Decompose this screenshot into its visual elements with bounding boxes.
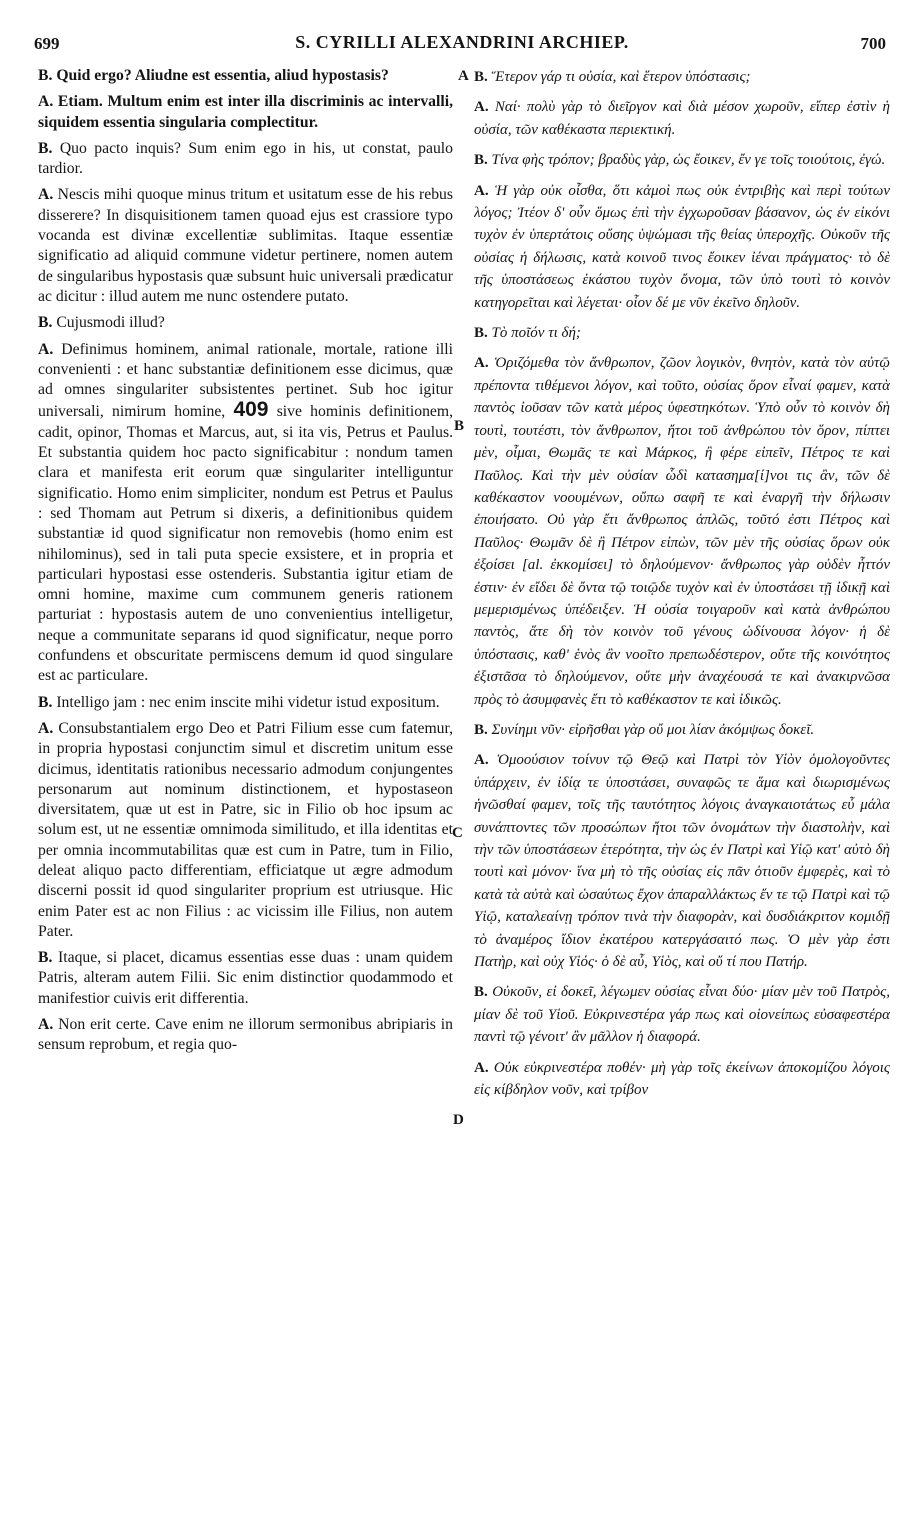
greek-paragraph bbox=[474, 180, 890, 314]
speaker-label: B. bbox=[38, 139, 53, 157]
page-number-left: 699 bbox=[34, 34, 60, 53]
latin-paragraph bbox=[38, 948, 453, 1009]
running-title: S. CYRILLI ALEXANDRINI ARCHIEP. bbox=[295, 32, 629, 52]
marginal-page-number: 409 bbox=[233, 398, 269, 422]
paragraph-text: Ἡ γὰρ οὐκ οἶσθα, ὅτι κἀμοὶ πως οὐκ ἐντριβὴς καὶ περὶ τούτων λόγος; Ἰτέον δ' οὖν ὅμως ἐπὶ τὴν ἐγχωροῦσαν βάσανον, ὡς ἐν εἰκόνι τυχὸν ἐν ὑπερτάτοις οὔσης ὑψώμασι τῆς θείας ὑπεροχῆς. Οὐκοῦν τῆς οὐσίας ἡ δήλωσις, κατὰ κοινοῦ τινος ἔοικεν ἰέναι πράγματος· τὸ δὲ τῆς ὑποστάσεως ἑκάστου τυχὸν ὄνομα, τῶν ὑπὸ τουτὶ τὸ κοινὸν κατηγορεῖται καὶ λέγεται· οἷον δέ με νῦν ἐκεῖνο δηλοῦν. bbox=[474, 182, 890, 311]
paragraph-text: Definimus hominem, animal rationale, mortale, ratione illi convenienti : et hanc substantiæ definitionem esse dicimus, quæ ad omnes singulariter subsistentes pertinet. Sub hoc igitur universali, nimirum homine, bbox=[38, 340, 453, 421]
latin-paragraph bbox=[38, 66, 453, 86]
paragraph-text: Intelligo jam : nec enim inscite mihi videtur istud expositum. bbox=[56, 693, 440, 711]
greek-column bbox=[474, 66, 890, 1526]
latin-paragraph bbox=[38, 1015, 453, 1056]
paragraph-text: Ἕτερον γάρ τι οὐσία, καὶ ἕτερον ὑπόστασις; bbox=[491, 69, 751, 85]
margin-letter-a: A bbox=[458, 68, 469, 84]
speaker-label: B. bbox=[474, 984, 488, 1001]
speaker-label: B. bbox=[38, 314, 53, 332]
speaker-label: B. bbox=[474, 721, 488, 738]
margin-letter-c: C bbox=[452, 825, 463, 841]
speaker-label: A. bbox=[474, 355, 489, 372]
speaker-label: B. bbox=[38, 693, 53, 711]
speaker-label: A. bbox=[38, 340, 54, 358]
paragraph-text: Συνίημι νῦν· εἰρῆσθαι γὰρ οὔ μοι λίαν ἀκόμψως δοκεῖ. bbox=[491, 721, 815, 738]
greek-paragraph bbox=[474, 749, 890, 973]
speaker-label: B. bbox=[474, 152, 488, 169]
speaker-label: B. bbox=[38, 949, 53, 967]
paragraph-text: Quid ergo? Aliudne est essentia, aliud hypostasis? bbox=[56, 67, 389, 84]
speaker-label: B. bbox=[38, 67, 53, 84]
latin-paragraph bbox=[38, 313, 453, 333]
paragraph-text: Consubstantialem ergo Deo et Patri Filium esse cum fatemur, in propria hypostasi conjunctim simul et discretim unitum esse dicimus, identitatis rationibus necessario admodum conjungentes personarum aut nominum distinctionem, et hypostaseon diversitatem, quæ ut est in Patre, sic in Filio ob hoc ipsum ac solum est, ut ne essentiæ omnimoda similitudo, et illa identitas et per omnia incommutabilitas quæ est cum in Patre, tum in Filio, deleat aliquo pacto differentiam, efficiatque ut ægre admodum discerni possit id quod singulariter proprium est utriusque. Hic enim Pater est ac non Filius : ac vicissim ille Filius, non autem Pater. bbox=[38, 719, 453, 940]
paragraph-text: Οὐκ εὐκρινεστέρα ποθέν· μὴ γὰρ τοῖς ἐκείνων ἀποκομίζου λόγοις εἰς κίβδηλον νοῦν, καὶ τρίβον bbox=[474, 1059, 890, 1099]
speaker-label: A. bbox=[38, 186, 54, 204]
speaker-label: A. bbox=[38, 1016, 54, 1034]
speaker-label: A. bbox=[474, 752, 489, 769]
latin-paragraph bbox=[38, 693, 453, 713]
latin-paragraph bbox=[38, 92, 453, 133]
paragraph-text: Quo pacto inquis? Sum enim ego in his, ut constat, paulo tardior. bbox=[38, 139, 453, 178]
latin-paragraph bbox=[38, 340, 453, 687]
latin-paragraph bbox=[38, 139, 453, 180]
paragraph-text: Οὐκοῦν, εἰ δοκεῖ, λέγωμεν οὐσίας εἶναι δύο· μίαν μὲν τοῦ Πατρὸς, μίαν δὲ τοῦ Υἱοῦ. Εὐκρινεστέρα γάρ πως καὶ οἱονείπως εὐσαφεστέρα παντὶ τῷ γένοιτ' ἂν μᾶλλον ἡ διαφορά. bbox=[474, 984, 890, 1046]
paragraph-text: Ὁμοούσιον τοίνυν τῷ Θεῷ καὶ Πατρὶ τὸν Υἱὸν ὁμολογοῦντες ὑπάρχειν, ἐν ἰδίᾳ τε ὑποστάσει, συναφῶς τε ἅμα καὶ διωρισμένως ἡνῶσθαί φαμεν, τοῖς τῆς ταυτότητος λόγοις ἀναγκαιοτάτως εὖ μάλα συνάπτοντες τῶν προσώπων ἤτοι τῶν ὀνομάτων τὴν διαστολὴν, καὶ τὴν τῶν ὑποστάσεων ἑτερότητα, τὴν ὡς ἐν Πατρὶ καὶ Υἱῷ κατ' αὐτὸ δὴ τουτὶ καὶ μόνον· ἵνα μὴ τὸ τῆς οὐσίας εἰς πᾶν ὁτιοῦν ἐμφερὲς, καὶ τὸ κατὰ τὰ αὐτὰ καὶ ὡσαύτως ἔχον ἀπαραλλάκτως ἔν τε τῷ Πατρὶ καὶ τῷ Υἱῷ, καταλεαίνῃ τρόπον τινὰ τὴν διαφορὰν, καὶ δυσδιάκριτον κομιδῇ τὸ ἀναμέρος ἴδιον ἑκατέρου κατεργάσαιτό πως. Ὁ μὲν γὰρ ἐστι Πατὴρ, καὶ οὐχ Υἱός· ὁ δὲ αὖ, Υἱὸς, καὶ οὔ τί που Πατήρ. bbox=[474, 752, 890, 971]
page-number-right: 700 bbox=[860, 34, 886, 53]
greek-paragraph bbox=[474, 352, 890, 711]
speaker-label: A. bbox=[474, 1059, 489, 1076]
paragraph-text: Τὸ ποῖόν τι δή; bbox=[491, 325, 581, 342]
greek-paragraph bbox=[474, 96, 890, 141]
latin-column bbox=[38, 66, 453, 1526]
paragraph-text: Ναί· πολὺ γὰρ τὸ διεῖργον καὶ διὰ μέσον χωροῦν, εἴπερ ἐστὶν ἡ οὐσία, τῶν καθέκαστα περιεκτική. bbox=[474, 99, 890, 138]
greek-paragraph bbox=[474, 322, 890, 344]
paragraph-text: Nescis mihi quoque minus tritum et usitatum esse de his rebus disserere? In disquisitionem tamen quoad ejus est crassiore typo vocanda est divinæ excellentiæ sublimitas. Itaque essentiæ significatio ad aliquid commune videtur pertinere, nomen autem de singularibus hypostasis quæ subsunt huic universali prædicatur ac dicitur : illud autem me nunc ostendere putato. bbox=[38, 186, 453, 305]
paragraph-text: Etiam. Multum enim est inter illa discriminis ac intervalli, siquidem essentia singularia complectitur. bbox=[38, 93, 453, 131]
paragraph-text: Τίνα φὴς τρόπον; βραδὺς γὰρ, ὡς ἔοικεν, ἔν γε τοῖς τοιούτοις, ἐγώ. bbox=[491, 152, 886, 169]
speaker-label: B. bbox=[474, 325, 488, 342]
paragraph-text: Ὁριζόμεθα τὸν ἄνθρωπον, ζῶον λογικὸν, θνητὸν, κατὰ τὸν αὐτῷ πρέποντα τιθέμενοι λόγον, καὶ τοῦτο, οὐσίας ὅρον εἶναί φαμεν, κατὰ παντὸς ἰοῦσαν τῶν κατὰ μέρος ὑφεστηκότων. Ὑπὸ οὖν τὸ κοινὸν δὴ τουτὶ, τουτέστι, τὸν ἄνθρωπον, ἤτοι τοῦ ἀνθρώπου τὸν ὅρον, πίπτει μὲν, οἶμαι, Θωμᾶς τε καὶ Μάρκος, ἢ φέρε εἰπεῖν, Πέτρος τε καὶ Παῦλος. Καὶ τὴν μὲν οὐσίαν ὧδὶ κατασημα[ί]νοι τις ἂν, τῶν δὲ καθέκαστον νοουμένων, οὔπω σαφῆ τε καὶ ἐναργῆ τὴν δήλωσιν ἐποιήσατο. Οὐ γὰρ ἔτι ἄνθρωπος ἁπλῶς, τοῦτό ἐστι Πέτρος καὶ Παῦλος· Θωμᾶν δὲ ἢ Πέτρον εἰπὼν, τῶν μὲν τῆς οὐσίας ὅρων οὐκ ἐξοίσει [al. ἐκκομίσει] τὸ δηλούμενον· ἄνθρωπος γὰρ οὐδὲν ἧττόν ἐστιν· ἐν εἴδει δὲ ὄντα τῷ τοιῷδε τυχὸν καὶ ἐν ὑποστάσει τῇ ἰδικῇ καὶ μεμερισμένως ὑπέδειξεν. Ἡ οὐσία τοιγαροῦν καὶ κατὰ ἀνθρώπου παντὸς, ἅτε δὴ τὸν κοινὸν τοῦ γένους ὠδίνουσα λόγον· ἡ δὲ ὑπόστασις, καθ' ἑνὸς ἂν νοοῖτο πρεπωδέστερον, οὔτε τῆς κοινότητος ἐξιστᾶσα τὸ δηλούμενον, οὔτε μὴν ἀναχέουσά τε καὶ ἀνακιρνῶσα πρὸς τὸ ἀσυμφανὲς ἔτι τὸ καθέκαστον τε καὶ ἰδικῶς. bbox=[474, 355, 890, 708]
paragraph-text: Itaque, si placet, dicamus essentias esse duas : unam quidem Patris, alteram autem Filii. Sic enim distinctior quodammodo et manifestior cuivis erit differentia. bbox=[38, 949, 453, 1007]
paragraph-text: sive hominis definitionem, cadit, opinor, Thomas et Marcus, aut, si ita vis, Petrus et Paulus. Et substantia quidem hoc pacto significabitur : nondum tamen clara et manifesta erit eorum quæ singulariter intelliguntur significatio. Homo enim simpliciter, nondum est Petrus et Paulus : sed Thomam aut Petrum si dixeris, a definitionibus quidem substantiæ id quod significatur non removebis (homo enim est nihilominus), sed in tali puta specie exsistere, et in propria et particulari hypostasi esse ostenderis. Substantia igitur etiam de omni homine, maxime cum communem generis rationem parturiat : hypostasis autem de uno convenientius intelligetur, neque a communitate separans id quod significatur, neque porro confundens et obscuritate permiscens demum id quod singulare est ac particulare. bbox=[38, 403, 453, 685]
greek-paragraph bbox=[474, 981, 890, 1048]
speaker-label: B. bbox=[474, 69, 488, 85]
speaker-label: A. bbox=[38, 93, 54, 111]
greek-paragraph bbox=[474, 149, 890, 171]
greek-paragraph bbox=[474, 1057, 890, 1102]
page-header bbox=[0, 28, 924, 62]
latin-paragraph bbox=[38, 185, 453, 307]
paragraph-text: Non erit certe. Cave enim ne illorum sermonibus abripiaris in sensum reprobum, et regia quo- bbox=[38, 1016, 453, 1054]
speaker-label: A. bbox=[38, 719, 54, 737]
speaker-label: A. bbox=[474, 99, 489, 116]
paragraph-text: Cujusmodi illud? bbox=[56, 314, 165, 332]
greek-paragraph bbox=[474, 66, 890, 88]
margin-letter-d: D bbox=[453, 1112, 464, 1128]
speaker-label: A. bbox=[474, 182, 489, 199]
greek-paragraph bbox=[474, 719, 890, 741]
latin-paragraph bbox=[38, 719, 453, 942]
margin-letter-b: B bbox=[454, 418, 465, 434]
